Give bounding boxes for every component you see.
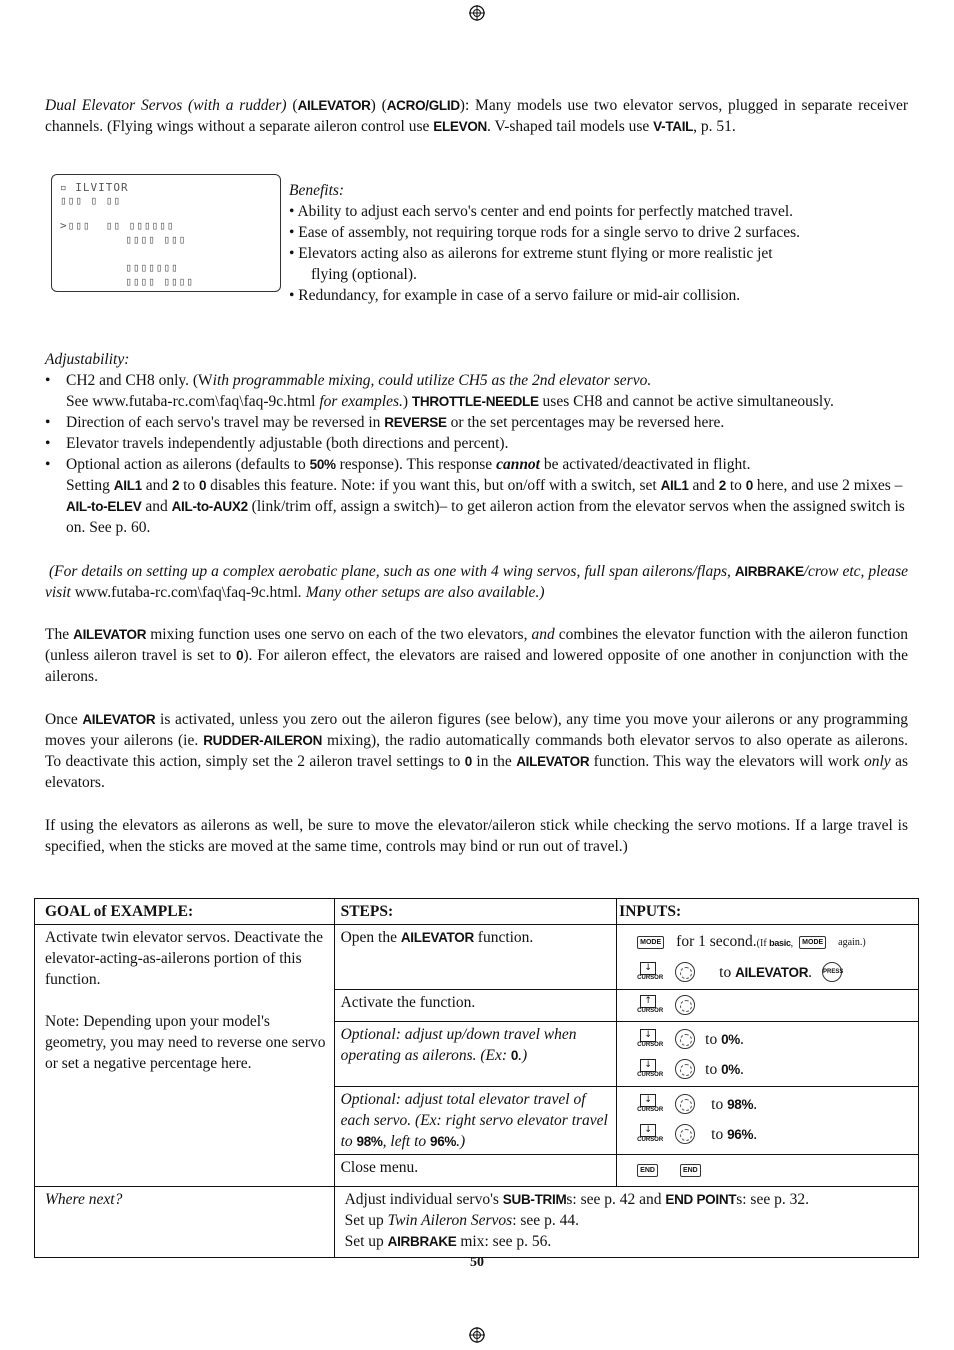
header-inputs: INPUTS: <box>617 899 919 925</box>
next-step-line: Set up AIRBRAKE mix: see p. 56. <box>344 1233 552 1250</box>
benefit-item: • Ease of assembly, not requiring torque rods for a single servo to drive 2 surfaces. <box>289 224 801 241</box>
next-step-line: Adjust individual servo's SUB-TRIMs: see p. 42 and END POINTs: see p. 32. <box>344 1191 809 1208</box>
details-paragraph: (For details on setting up a complex aerobatic plane, such as one with 4 wing servos, full span ailerons/flaps, AIRBRAKE/crow etc, please visit www.futaba-rc.com\faq\faq-9c.html. Many other setups are also available.) <box>45 563 908 601</box>
cursor-down-icon: ↓ CURSOR <box>637 1060 664 1078</box>
cursor-down-icon: ↓ CURSOR <box>637 1125 664 1143</box>
dial-icon <box>675 1029 695 1049</box>
benefit-item: • Redundancy, for example in case of a servo failure or mid-air collision. <box>289 287 741 304</box>
benefit-item: flying (optional). <box>311 266 417 283</box>
dial-icon <box>675 962 695 982</box>
end-key-icon: END <box>637 1164 658 1177</box>
adjustability-section <box>45 349 908 538</box>
end-key-icon: END <box>680 1164 701 1177</box>
adjust-item: • Optional action as ailerons (defaults to 50% response). This response cannot be activated/deactivated in flight. Setting AIL1 and 2 to 0 disables this feature. Note: if you want this, but on/off with a switch, set AIL1 and 2 to 0 here, and use 2 mixes – AIL-to-ELEV and AIL-to-AUX2 (link/trim off, assign a switch)– to get aileron action from the elevator servos when the assigned switch is on. See p. 60. <box>45 454 908 538</box>
goal-text: Activate twin elevator servos. Deactivate the elevator-acting-as-ailerons portion of this function. <box>45 929 324 988</box>
dial-icon <box>675 1059 695 1079</box>
step-activate: Activate the function. <box>334 990 617 1022</box>
table-row <box>35 925 919 990</box>
cursor-down-icon: ↓ CURSOR <box>637 963 664 981</box>
where-next-label: Where next? <box>35 1187 335 1258</box>
cursor-down-icon: ↓ CURSOR <box>637 1095 664 1113</box>
cursor-up-icon: ↑ CURSOR <box>637 996 664 1014</box>
table-header-row <box>35 899 919 925</box>
adjust-item: • Elevator travels independently adjustable (both directions and percent). <box>45 433 908 454</box>
where-next-links <box>334 1187 918 1258</box>
step-elevator-travel: Optional: adjust total elevator travel of each servo. (Ex: right servo elevator travel to 98%, left to 96%.) <box>334 1087 617 1155</box>
adjust-item: • Direction of each servo's travel may be reversed in REVERSE or the set percentages may be reversed here. <box>45 412 908 433</box>
dial-icon <box>675 995 695 1015</box>
goal-cell <box>35 925 335 1187</box>
registration-crosshair-icon <box>469 5 485 21</box>
step-close-menu: Close menu. <box>334 1155 617 1187</box>
adjustability-title: Adjustability: <box>45 351 130 368</box>
registration-crosshair-icon <box>469 1327 485 1343</box>
step-open-function: Open the AILEVATOR function. <box>334 925 617 990</box>
next-step-line: Set up Twin Aileron Servos: see p. 44. <box>344 1212 579 1229</box>
caution-paragraph: If using the elevators as ailerons as well, be sure to move the elevator/aileron stick while checking the servo motions. If a large travel is specified, when the sticks are moved at the same time, controls may bind or run out of travel.) <box>45 817 908 855</box>
dial-icon <box>675 1124 695 1144</box>
step-aileron-travel: Optional: adjust up/down travel when operating as ailerons. (Ex: 0.) <box>334 1022 617 1087</box>
benefit-item: • Ability to adjust each servo's center and end points for perfectly matched travel. <box>289 203 794 220</box>
benefits-title: Benefits: <box>289 182 345 199</box>
benefit-item: • Elevators acting also as ailerons for extreme stunt flying or more realistic jet <box>289 245 773 262</box>
benefits-section <box>289 180 889 306</box>
page-number: 50 <box>470 1255 484 1270</box>
inputs-open-function: MODE for 1 second.(If basic, MODE again.) ↓ CURSOR to AILEVATOR. PRESS <box>617 925 919 990</box>
table-row <box>35 1187 919 1258</box>
inputs-close-menu <box>617 1155 919 1187</box>
dial-icon <box>675 1094 695 1114</box>
mode-key-icon: MODE <box>637 936 664 949</box>
adjust-item: • CH2 and CH8 only. (With programmable mixing, could utilize CH5 as the 2nd elevator servo. See www.futaba-rc.com\faq\faq-9c.html for examples.) THROTTLE-NEEDLE uses CH8 and cannot be active simultaneously. <box>45 370 908 412</box>
activation-paragraph: Once AILEVATOR is activated, unless you zero out the aileron figures (see below), any time you move your ailerons or any programming moves your ailerons (ie. RUDDER-AILERON mixing), the radio automatically commands both elevator servos to also operate as ailerons. To deactivate this action, simply set the 2 aileron travel settings to 0 in the AILEVATOR function. This way the elevators will work only as elevators. <box>45 711 909 791</box>
inputs-elevator-travel: ↓ CURSOR to 98%. ↓ CURSOR to 96%. <box>617 1087 919 1155</box>
header-goal: GOAL of EXAMPLE: <box>35 899 335 925</box>
lcd-screen-illustration: ▫ ILVITOR ▯▯▯ ▯ ▯▯ >▯▯▯ ▯▯ ▯▯▯▯▯▯ ▯▯▯▯ ▯▯▯ ▯▯▯▯▯▯▯ ▯▯▯▯ ▯▯▯▯ <box>51 174 281 292</box>
intro-paragraph: Dual Elevator Servos (with a rudder) (AILEVATOR) (ACRO/GLID): Many models use two elevator servos, plugged in separate receiver channels. (Flying wings without a separate aileron control use ELEVON. V-shaped tail models use V-TAIL, p. 51. <box>45 97 908 135</box>
header-steps: STEPS: <box>334 899 617 925</box>
cursor-down-icon: ↓ CURSOR <box>637 1030 664 1048</box>
ailevator-description-paragraph: The AILEVATOR mixing function uses one servo on each of the two elevators, and combines the elevator function with the aileron function (unless aileron travel is set to 0). For aileron effect, the elevators are raised and lowered opposite of one another in conjunction with the ailerons. <box>45 626 908 685</box>
mode-key-icon: MODE <box>799 936 826 949</box>
programming-steps-table <box>34 898 919 1258</box>
goal-note: Note: Depending upon your model's geometry, you may need to reverse one servo or set a negative percentage here. <box>45 1013 326 1072</box>
inputs-aileron-travel: ↓ CURSOR to 0%. ↓ CURSOR to 0%. <box>617 1022 919 1087</box>
inputs-activate <box>617 990 919 1022</box>
press-dial-icon: PRESS <box>822 962 842 982</box>
